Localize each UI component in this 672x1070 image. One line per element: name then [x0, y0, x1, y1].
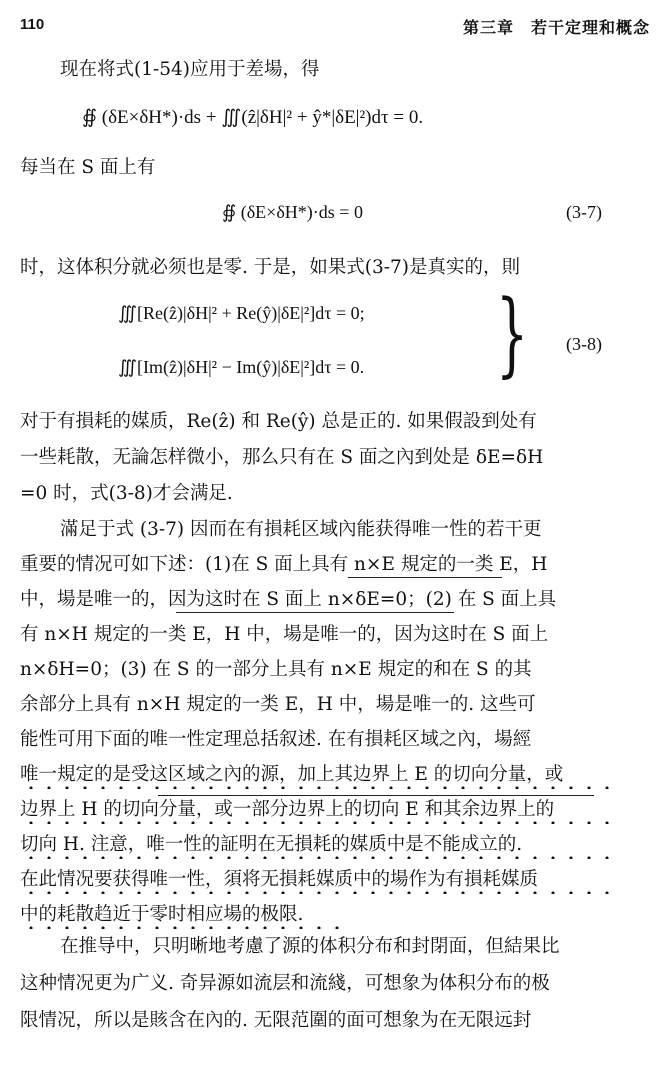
chapter-title: 第三章 若干定理和概念 [462, 18, 650, 37]
paragraph4-line: 对于有損耗的媒质，Re(ẑ) 和 Re(ŷ) 总是正的. 如果假設到处有 [20, 411, 537, 432]
emphasis-dots [22, 856, 614, 859]
equation-3-line-2: ∭[Im(ẑ)|δH|² − Im(ŷ)|δE|²]dτ = 0. [118, 357, 365, 377]
emphasis-dots [22, 891, 614, 894]
paragraph5-line: 能性可用下面的唯一性定理总括叙述. 在有損耗区域之內，場經 [20, 729, 532, 750]
emphasis-dots [22, 786, 614, 789]
paragraph5-line: 中，場是唯一的，因为这时在 S 面上 n×δE=0；(2) 在 S 面上具 [20, 589, 557, 610]
equation-2: ∯ (δE×δH*)·ds = 0 [222, 202, 363, 222]
paragraph5-line: 在此情况要获得唯一性，須将无損耗媒质中的場作为有損耗媒质 [20, 869, 539, 890]
paragraph5-line: n×δH=0；(3) 在 S 的一部分上具有 n×E 規定的和在 S 的其 [20, 659, 532, 680]
paragraph3-line: 时，这体积分就必须也是零. 于是，如果式(3-7)是真实的，則 [20, 257, 520, 278]
equation-1: ∯ (δE×δH*)·ds + ∭(ẑ|δH|² + ŷ*|δE|²)dτ = 0. [82, 107, 424, 128]
paragraph5-line: 余部分上具有 n×H 規定的一类 E，H 中，場是唯一的. 这些可 [20, 694, 536, 715]
equation-brace: } [496, 280, 529, 387]
emphasis-dots [22, 821, 614, 824]
paragraph5-line: 有 n×H 規定的一类 E，H 中，場是唯一的，因为这时在 S 面上 [20, 624, 549, 645]
paragraph5-line: 滿足于式 (3-7) 因而在有損耗区域內能获得唯一性的若干更 [60, 519, 542, 540]
emphasis-dots [22, 926, 342, 929]
paragraph5-line: 切向 H. 注意，唯一性的証明在无損耗的媒质中是不能成立的. [20, 834, 523, 855]
pen-underline [158, 795, 594, 796]
pen-underline [176, 612, 454, 613]
paragraph5-line: 边界上 H 的切向分量，或一部分边界上的切向 E 和其余边界上的 [20, 799, 555, 820]
paragraph2-line: 每当在 S 面上有 [20, 157, 156, 178]
paragraph5-line: 重要的情况可如下述：(1)在 S 面上具有 n×E 規定的一类 E，H [20, 554, 548, 575]
equation-number-3-8: (3-8) [566, 334, 602, 354]
paragraph1-line: 现在将式(1-54)应用于差場，得 [60, 59, 320, 80]
page-number: 110 [20, 16, 45, 33]
paragraph5-line: 中的耗散趋近于零时相应場的极限. [20, 904, 304, 925]
equation-3-line-1: ∭[Re(ẑ)|δH|² + Re(ŷ)|δE|²]dτ = 0; [118, 303, 365, 323]
equation-number-3-7: (3-7) [566, 202, 602, 222]
pen-underline [348, 577, 502, 578]
paragraph6-line: 这种情况更为广义. 奇异源如流层和流綫，可想象为体积分布的极 [20, 973, 550, 994]
paragraph4-line: 一些耗散，无論怎样微小，那么只有在 S 面之內到处是 δE=δH [20, 447, 544, 468]
paragraph6-line: 限情况，所以是賅含在內的. 无限范圍的面可想象为在无限远封 [20, 1010, 532, 1031]
paragraph6-line: 在推导中，只明晰地考慮了源的体积分布和封閉面，但結果比 [60, 936, 560, 957]
paragraph5-line: 唯一規定的是受这区域之內的源，加上其边界上 E 的切向分量，或 [20, 764, 564, 785]
paragraph4-line: =0 时，式(3-8)才会满足. [20, 483, 233, 504]
